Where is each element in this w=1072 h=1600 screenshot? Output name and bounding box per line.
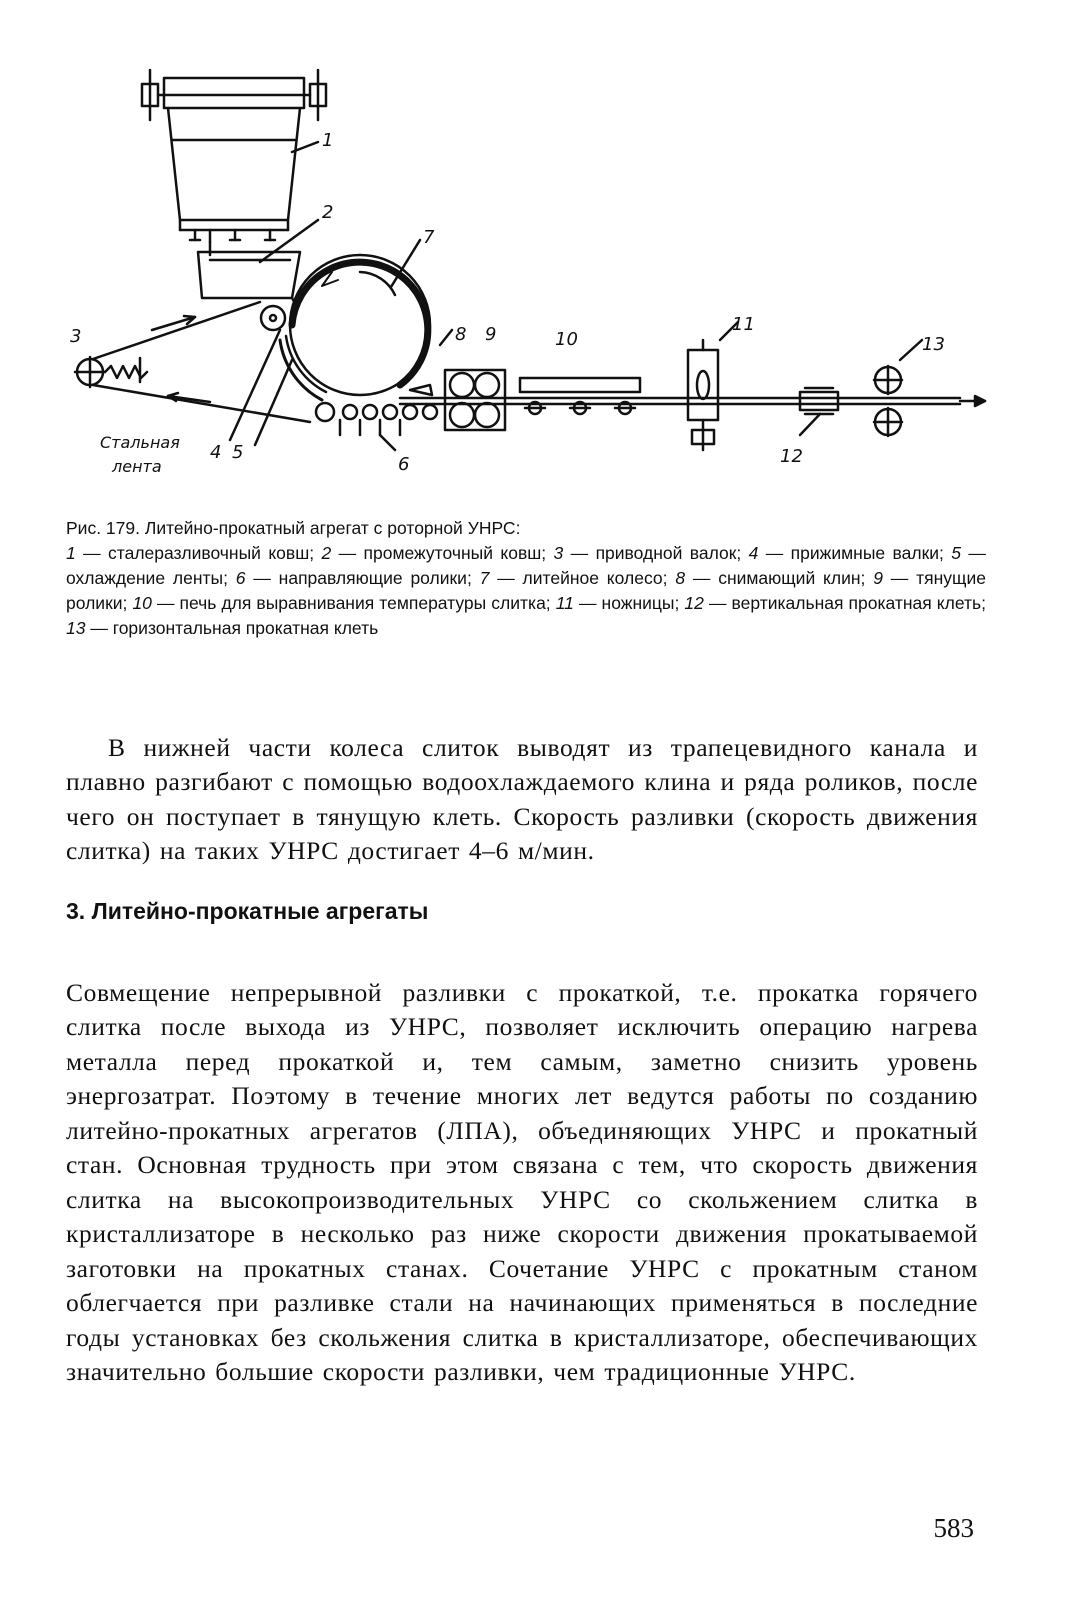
figure-label-4: 4 — [210, 442, 222, 463]
legend-item: 11 — ножницы; — [555, 593, 680, 613]
section-heading: 3. Литейно-прокатные агрегаты — [66, 898, 429, 924]
legend-item: 6 — направляющие ролики; — [235, 568, 472, 588]
figure-label-13: 13 — [922, 334, 945, 355]
figure-label-3: 3 — [70, 326, 82, 347]
figure-label-9: 9 — [485, 324, 497, 345]
figure-label-strip-line2: лента — [112, 457, 162, 476]
figure-label-5: 5 — [232, 442, 244, 463]
legend-item: 13 — горизонтальная прокатная клеть — [66, 618, 379, 638]
horizontal-stand-drawing — [874, 366, 985, 436]
figure-label-7: 7 — [423, 227, 435, 248]
shears-drawing — [688, 340, 718, 450]
body-paragraph-1: В нижней части колеса слиток выводят из трапецевидного канала и плавно разгибают с помощью водоохлаждаемого клина и ряда роликов, после чего он поступает в тянущую клеть. Скорость разливки (скорость движения слитка) на таких УНРС достигает 4–6 м/мин. — [66, 732, 978, 865]
legend-item: 8 — снимающий клин; — [675, 568, 866, 588]
vertical-stand-drawing — [800, 388, 838, 414]
legend-item: 4 — прижимные валки; — [748, 543, 944, 563]
figure-label-8: 8 — [455, 324, 467, 345]
caption-title: Рис. 179. Литейно-прокатный агрегат с роторной УНРС: — [66, 518, 521, 538]
legend-item: 10 — печь для выравнивания температуры слитка; — [132, 593, 551, 613]
legend-item: 2 — промежуточный ковш; — [321, 543, 547, 563]
figure-label-10: 10 — [555, 329, 578, 350]
figure-casting-rolling-unit — [60, 40, 1020, 500]
figure-label-12: 12 — [780, 446, 803, 467]
figure-drawing — [60, 40, 1020, 500]
guide-rollers-drawing — [316, 403, 437, 435]
caption-legend — [66, 543, 986, 638]
figure-label-2: 2 — [322, 202, 334, 223]
tundish-drawing — [198, 252, 300, 305]
legend-item: 3 — приводной валок; — [553, 543, 742, 563]
body-paragraph-2: Совмещение непрерывной разливки с прокаткой, т.е. прокатка горячего слитка после выхода из УНРС, позволяет исключить операцию нагрева металла перед прокаткой и, тем самым, заметно снизить уровень энергозатрат. Поэтому в течение многих лет ведутся работы по созданию литейно-прокатных агрегатов (ЛПА), объединяющих УНРС и прокатный стан. Основная трудность при этом связана с тем, что скорость движения слитка на высокопроизводительных УНРС со скольжением слитка в кристаллизаторе в несколько раз ниже скорости движения прокатываемой заготовки на прокатных станах. Сочетание УНРС с прокатным станом облегчается при разливке стали на начинающих применяться в последние годы установках без скольжения слитка в кристаллизаторе, обеспечивающих значительно большие скорости разливки, чем традиционные УНРС. — [66, 977, 978, 1386]
legend-item: 1 — сталеразливочный ковш; — [66, 543, 315, 563]
legend-item: 7 — литейное колесо; — [479, 568, 668, 588]
furnace-drawing — [520, 378, 640, 414]
legend-item: 5 — охлаждение ленты; — [66, 543, 986, 588]
casting-wheel-drawing — [280, 255, 430, 400]
figure-label-1: 1 — [322, 130, 334, 151]
figure-label-strip-line1: Стальная — [100, 433, 180, 452]
figure-label-6: 6 — [398, 454, 410, 475]
legend-item: 9 — тянущие ролики; — [66, 568, 986, 613]
ladle-drawing — [142, 70, 326, 255]
page-number: 583 — [933, 1513, 974, 1543]
figure-label-11: 11 — [732, 314, 755, 335]
pinch-rolls-drawing — [410, 370, 505, 430]
legend-item: 12 — вертикальная прокатная клеть; — [684, 593, 987, 613]
figure-caption — [66, 516, 986, 641]
